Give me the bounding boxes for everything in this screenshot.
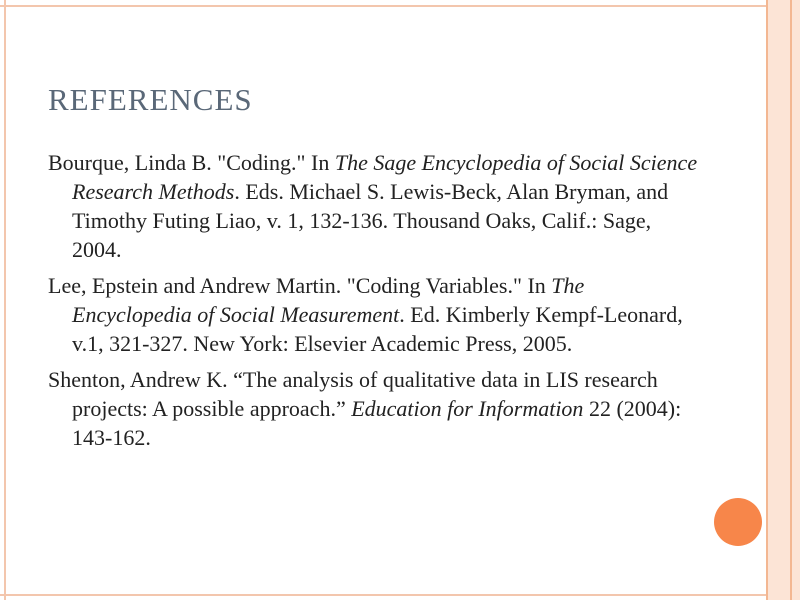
reference-title: The Sage Encyclopedia of Social Science Research Methods [72, 150, 698, 204]
reference-text: 22 (2004): 143-162. [72, 396, 682, 450]
side-accent-line [790, 0, 792, 600]
reference-text: Bourque, Linda B. "Coding." In [48, 150, 335, 175]
reference-text: Shenton, Andrew K. “The analysis of qualitative data in LIS research projects: A possible approach.” [48, 367, 658, 421]
side-accent-line [766, 0, 768, 600]
reference-text: Lee, Epstein and Andrew Martin. "Coding Variables." In [48, 273, 552, 298]
reference-item [48, 148, 698, 264]
reference-title: The Encyclopedia of Social Measurement [72, 273, 585, 327]
reference-item [48, 271, 698, 358]
accent-circle [714, 498, 762, 546]
slide-title: REFERENCES [48, 82, 253, 117]
reference-item [48, 365, 698, 452]
frame-left-line [4, 0, 6, 600]
frame-bottom-line [0, 594, 766, 596]
reference-text: . Ed. Kimberly Kempf-Leonard, v.1, 321-327. New York: Elsevier Academic Press, 2005. [72, 302, 683, 356]
reference-list [48, 148, 698, 459]
frame-top-line [0, 5, 766, 7]
reference-text: . Eds. Michael S. Lewis-Beck, Alan Bryman, and Timothy Futing Liao, v. 1, 132-136. Thousand Oaks, Calif.: Sage, 2004. [72, 179, 669, 262]
reference-title: Education for Information [351, 396, 584, 421]
side-accent-bar [768, 0, 800, 600]
